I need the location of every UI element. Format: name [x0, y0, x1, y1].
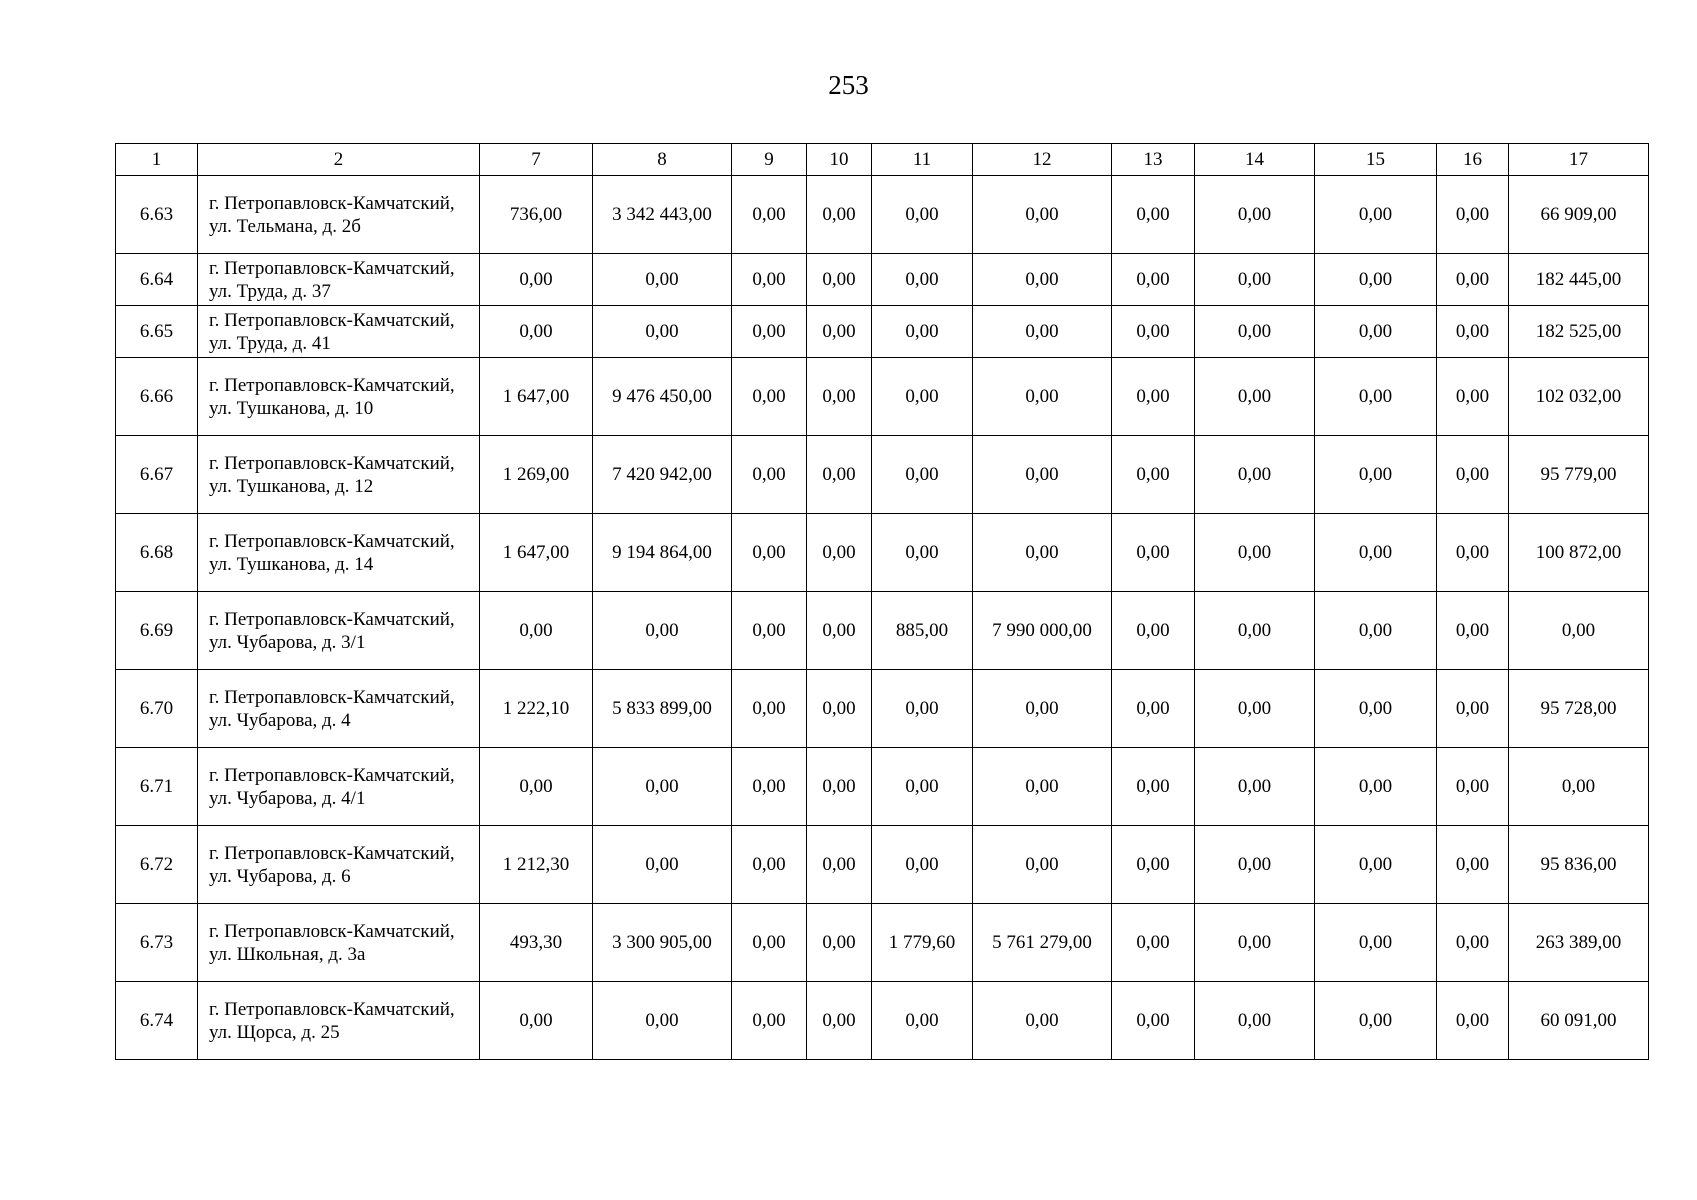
address-cell: г. Петропавловск-Камчатский, ул. Тушканова, д. 10: [198, 358, 480, 436]
value-cell: 0,00: [1195, 254, 1315, 306]
address-cell: г. Петропавловск-Камчатский, ул. Чубарова, д. 4/1: [198, 748, 480, 826]
value-cell: 0,00: [973, 358, 1112, 436]
value-cell: 0,00: [593, 826, 732, 904]
data-table: [115, 143, 1649, 1060]
page-number: 253: [828, 70, 869, 100]
value-cell: 0,00: [1315, 904, 1437, 982]
table-row: [116, 826, 1649, 904]
value-cell: 0,00: [1509, 748, 1649, 826]
row-number: 6.72: [116, 826, 198, 904]
value-cell: 1 647,00: [480, 358, 593, 436]
value-cell: 0,00: [593, 748, 732, 826]
row-number: 6.70: [116, 670, 198, 748]
value-cell: 0,00: [1315, 748, 1437, 826]
value-cell: 0,00: [807, 748, 872, 826]
value-cell: 0,00: [807, 436, 872, 514]
value-cell: 263 389,00: [1509, 904, 1649, 982]
value-cell: 0,00: [872, 254, 973, 306]
row-number: 6.73: [116, 904, 198, 982]
row-number: 6.67: [116, 436, 198, 514]
value-cell: 0,00: [807, 592, 872, 670]
value-cell: 0,00: [732, 592, 807, 670]
table-row: [116, 436, 1649, 514]
value-cell: 0,00: [807, 670, 872, 748]
value-cell: 0,00: [1437, 592, 1509, 670]
value-cell: 0,00: [973, 436, 1112, 514]
value-cell: 0,00: [1112, 358, 1195, 436]
address-cell: г. Петропавловск-Камчатский, ул. Чубарова, д. 3/1: [198, 592, 480, 670]
value-cell: 0,00: [1437, 670, 1509, 748]
value-cell: 0,00: [1437, 358, 1509, 436]
value-cell: 0,00: [807, 904, 872, 982]
table-row: [116, 176, 1649, 254]
address-cell: г. Петропавловск-Камчатский, ул. Чубарова, д. 4: [198, 670, 480, 748]
value-cell: 0,00: [1437, 748, 1509, 826]
value-cell: 0,00: [732, 358, 807, 436]
value-cell: 1 779,60: [872, 904, 973, 982]
value-cell: 0,00: [480, 748, 593, 826]
value-cell: 9 476 450,00: [593, 358, 732, 436]
value-cell: 0,00: [1112, 254, 1195, 306]
value-cell: 0,00: [807, 358, 872, 436]
value-cell: 0,00: [1315, 826, 1437, 904]
value-cell: 0,00: [1437, 514, 1509, 592]
value-cell: 0,00: [732, 436, 807, 514]
value-cell: 0,00: [1112, 904, 1195, 982]
value-cell: 0,00: [1112, 748, 1195, 826]
table-body: [116, 176, 1649, 1060]
value-cell: 0,00: [732, 670, 807, 748]
value-cell: 0,00: [1112, 670, 1195, 748]
header-row: [116, 144, 1649, 176]
value-cell: 100 872,00: [1509, 514, 1649, 592]
table-row: [116, 670, 1649, 748]
value-cell: 0,00: [872, 306, 973, 358]
value-cell: 0,00: [732, 826, 807, 904]
value-cell: 0,00: [973, 514, 1112, 592]
value-cell: 0,00: [732, 176, 807, 254]
value-cell: 95 836,00: [1509, 826, 1649, 904]
value-cell: 0,00: [1112, 982, 1195, 1060]
value-cell: 5 833 899,00: [593, 670, 732, 748]
column-header: 17: [1509, 144, 1649, 176]
value-cell: 0,00: [872, 748, 973, 826]
value-cell: 3 342 443,00: [593, 176, 732, 254]
table-row: [116, 306, 1649, 358]
value-cell: 0,00: [1509, 592, 1649, 670]
table-header: [116, 144, 1649, 176]
value-cell: 0,00: [872, 514, 973, 592]
column-header: 16: [1437, 144, 1509, 176]
address-cell: г. Петропавловск-Камчатский, ул. Труда, д. 37: [198, 254, 480, 306]
value-cell: 0,00: [732, 514, 807, 592]
value-cell: 0,00: [1195, 748, 1315, 826]
value-cell: 0,00: [973, 748, 1112, 826]
value-cell: 0,00: [872, 176, 973, 254]
table-row: [116, 358, 1649, 436]
value-cell: 0,00: [872, 358, 973, 436]
value-cell: 7 420 942,00: [593, 436, 732, 514]
value-cell: 0,00: [1195, 826, 1315, 904]
row-number: 6.63: [116, 176, 198, 254]
value-cell: 1 222,10: [480, 670, 593, 748]
value-cell: 0,00: [732, 904, 807, 982]
value-cell: 0,00: [872, 670, 973, 748]
value-cell: 0,00: [1437, 176, 1509, 254]
value-cell: 0,00: [872, 436, 973, 514]
value-cell: 0,00: [1195, 514, 1315, 592]
value-cell: 60 091,00: [1509, 982, 1649, 1060]
value-cell: 0,00: [732, 254, 807, 306]
address-cell: г. Петропавловск-Камчатский, ул. Школьная, д. 3а: [198, 904, 480, 982]
value-cell: 0,00: [1195, 306, 1315, 358]
value-cell: 0,00: [973, 826, 1112, 904]
value-cell: 0,00: [1112, 176, 1195, 254]
row-number: 6.74: [116, 982, 198, 1060]
address-cell: г. Петропавловск-Камчатский, ул. Труда, д. 41: [198, 306, 480, 358]
value-cell: 182 525,00: [1509, 306, 1649, 358]
value-cell: 0,00: [1437, 436, 1509, 514]
value-cell: 0,00: [1437, 826, 1509, 904]
table-row: [116, 254, 1649, 306]
value-cell: 0,00: [973, 670, 1112, 748]
column-header: 8: [593, 144, 732, 176]
value-cell: 95 779,00: [1509, 436, 1649, 514]
value-cell: 0,00: [872, 826, 973, 904]
table-row: [116, 904, 1649, 982]
value-cell: 7 990 000,00: [973, 592, 1112, 670]
value-cell: 1 212,30: [480, 826, 593, 904]
value-cell: 95 728,00: [1509, 670, 1649, 748]
column-header: 15: [1315, 144, 1437, 176]
value-cell: 0,00: [1195, 982, 1315, 1060]
value-cell: 0,00: [807, 306, 872, 358]
address-cell: г. Петропавловск-Камчатский, ул. Тушканова, д. 12: [198, 436, 480, 514]
value-cell: 736,00: [480, 176, 593, 254]
value-cell: 0,00: [1437, 306, 1509, 358]
table-row: [116, 592, 1649, 670]
column-header: 9: [732, 144, 807, 176]
value-cell: 0,00: [973, 254, 1112, 306]
value-cell: 0,00: [480, 592, 593, 670]
value-cell: 0,00: [807, 826, 872, 904]
value-cell: 1 647,00: [480, 514, 593, 592]
value-cell: 0,00: [1315, 176, 1437, 254]
value-cell: 0,00: [1437, 254, 1509, 306]
value-cell: 0,00: [1315, 982, 1437, 1060]
column-header: 12: [973, 144, 1112, 176]
row-number: 6.65: [116, 306, 198, 358]
value-cell: 0,00: [1315, 254, 1437, 306]
value-cell: 0,00: [1315, 592, 1437, 670]
value-cell: 0,00: [1195, 904, 1315, 982]
value-cell: 0,00: [1195, 592, 1315, 670]
value-cell: 0,00: [1315, 670, 1437, 748]
value-cell: 0,00: [480, 982, 593, 1060]
value-cell: 885,00: [872, 592, 973, 670]
value-cell: 1 269,00: [480, 436, 593, 514]
row-number: 6.71: [116, 748, 198, 826]
value-cell: 0,00: [732, 748, 807, 826]
value-cell: 0,00: [593, 592, 732, 670]
row-number: 6.66: [116, 358, 198, 436]
address-cell: г. Петропавловск-Камчатский, ул. Тельмана, д. 2б: [198, 176, 480, 254]
value-cell: 0,00: [1195, 436, 1315, 514]
value-cell: 0,00: [593, 306, 732, 358]
value-cell: 0,00: [1315, 514, 1437, 592]
column-header: 10: [807, 144, 872, 176]
value-cell: 0,00: [1315, 436, 1437, 514]
column-header: 7: [480, 144, 593, 176]
value-cell: 0,00: [973, 982, 1112, 1060]
column-header: 11: [872, 144, 973, 176]
value-cell: 0,00: [1112, 826, 1195, 904]
address-cell: г. Петропавловск-Камчатский, ул. Тушканова, д. 14: [198, 514, 480, 592]
value-cell: 0,00: [1112, 436, 1195, 514]
value-cell: 0,00: [732, 306, 807, 358]
address-cell: г. Петропавловск-Камчатский, ул. Щорса, д. 25: [198, 982, 480, 1060]
value-cell: 0,00: [1315, 306, 1437, 358]
value-cell: 0,00: [480, 254, 593, 306]
value-cell: 182 445,00: [1509, 254, 1649, 306]
table-row: [116, 982, 1649, 1060]
value-cell: 0,00: [1195, 358, 1315, 436]
column-header: 14: [1195, 144, 1315, 176]
value-cell: 0,00: [732, 982, 807, 1060]
value-cell: 0,00: [807, 982, 872, 1060]
value-cell: 66 909,00: [1509, 176, 1649, 254]
value-cell: 0,00: [1437, 982, 1509, 1060]
value-cell: 0,00: [1112, 514, 1195, 592]
value-cell: 0,00: [1195, 176, 1315, 254]
column-header: 2: [198, 144, 480, 176]
value-cell: 0,00: [973, 176, 1112, 254]
row-number: 6.69: [116, 592, 198, 670]
value-cell: 0,00: [1315, 358, 1437, 436]
value-cell: 5 761 279,00: [973, 904, 1112, 982]
value-cell: 0,00: [872, 982, 973, 1060]
value-cell: 3 300 905,00: [593, 904, 732, 982]
value-cell: 0,00: [593, 982, 732, 1060]
value-cell: 0,00: [807, 254, 872, 306]
row-number: 6.68: [116, 514, 198, 592]
value-cell: 0,00: [1195, 670, 1315, 748]
table-row: [116, 748, 1649, 826]
column-header: 1: [116, 144, 198, 176]
column-header: 13: [1112, 144, 1195, 176]
value-cell: 0,00: [480, 306, 593, 358]
address-cell: г. Петропавловск-Камчатский, ул. Чубарова, д. 6: [198, 826, 480, 904]
value-cell: 0,00: [1112, 306, 1195, 358]
value-cell: 9 194 864,00: [593, 514, 732, 592]
value-cell: 0,00: [807, 514, 872, 592]
value-cell: 493,30: [480, 904, 593, 982]
table-row: [116, 514, 1649, 592]
value-cell: 0,00: [1437, 904, 1509, 982]
value-cell: 0,00: [1112, 592, 1195, 670]
row-number: 6.64: [116, 254, 198, 306]
value-cell: 0,00: [593, 254, 732, 306]
value-cell: 0,00: [807, 176, 872, 254]
value-cell: 102 032,00: [1509, 358, 1649, 436]
value-cell: 0,00: [973, 306, 1112, 358]
